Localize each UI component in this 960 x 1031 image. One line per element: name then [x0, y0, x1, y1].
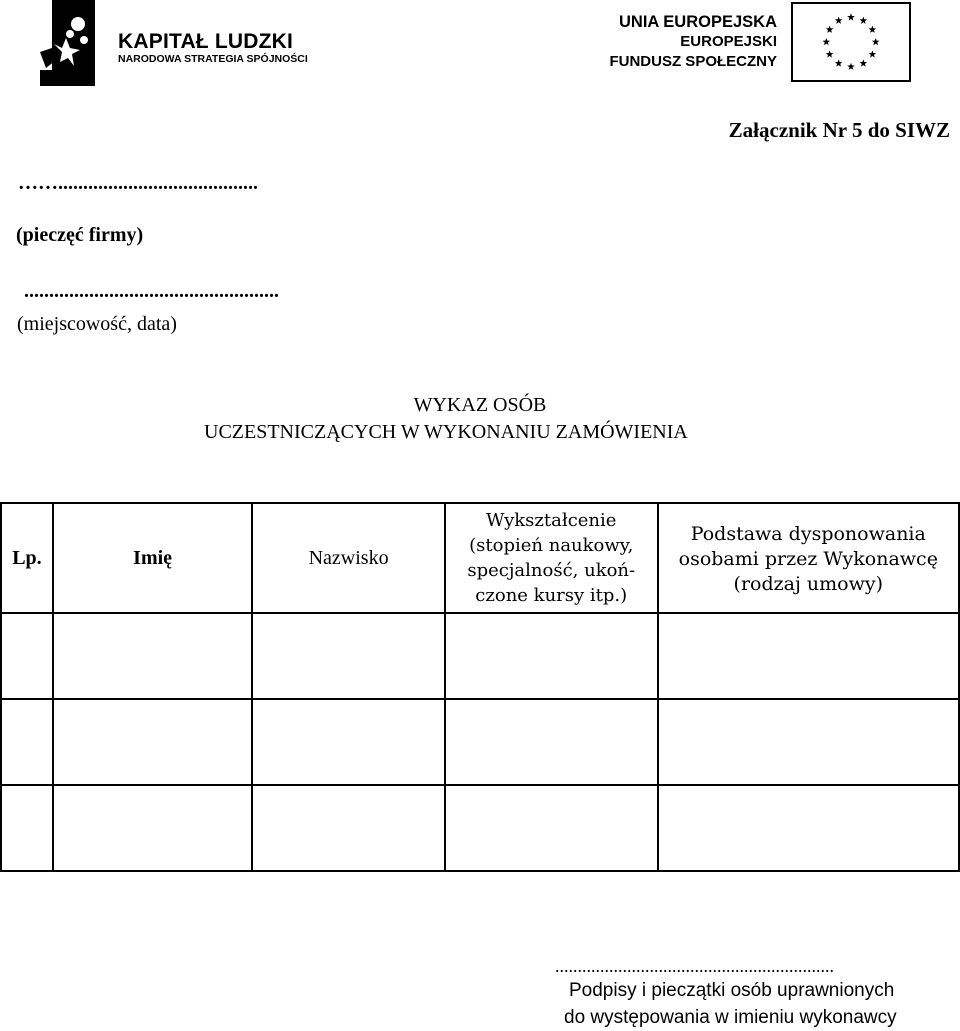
header-surname	[252, 503, 445, 613]
signature-label-line1: Podpisy i pieczątki osób uprawnionych	[569, 980, 895, 1001]
header-name	[53, 503, 252, 613]
header-lp-text: Lp.	[12, 546, 42, 569]
place-date-label: (miejscowość, data)	[17, 313, 177, 335]
eu-star-icon	[869, 50, 877, 57]
header-name-text: Imię	[133, 546, 173, 569]
table-cell[interactable]	[658, 699, 959, 785]
eu-star-icon	[860, 17, 868, 24]
eu-logo-text	[609, 12, 777, 72]
table-cell[interactable]	[658, 785, 959, 871]
document-subtitle: UCZESTNICZĄCYCH W WYKONANIU ZAMÓWIENIA	[204, 421, 688, 443]
table-row	[1, 785, 959, 871]
table-cell[interactable]	[445, 785, 658, 871]
table-cell[interactable]	[53, 785, 252, 871]
eu-star-icon	[860, 59, 868, 66]
annex-label: Załącznik Nr 5 do SIWZ	[728, 118, 950, 142]
company-stamp-label: (pieczęć firmy)	[16, 224, 144, 246]
table-row	[1, 613, 959, 699]
signature-label-line2: do występowania w imieniu wykonawcy	[564, 1007, 897, 1028]
table-cell[interactable]	[445, 699, 658, 785]
header-lp	[1, 503, 53, 613]
header-basis-line: (rodzaj umowy)	[733, 573, 884, 595]
table-cell[interactable]	[53, 699, 252, 785]
table-cell[interactable]	[445, 613, 658, 699]
header-basis-line: osobami przez Wykonawcę	[678, 548, 938, 570]
table-cell[interactable]	[1, 613, 53, 699]
eu-star-icon	[847, 13, 855, 20]
eu-star-icon	[835, 17, 843, 24]
table-cell[interactable]	[658, 613, 959, 699]
table-cell[interactable]	[252, 613, 445, 699]
table-cell[interactable]	[252, 699, 445, 785]
table-header-row	[1, 503, 959, 613]
eu-line2: EUROPEJSKI	[680, 33, 777, 50]
document-title: WYKAZ OSÓB	[413, 394, 547, 416]
kapital-ludzki-title: KAPITAŁ LUDZKI	[118, 30, 294, 53]
kapital-ludzki-emblem-icon	[40, 0, 100, 86]
eu-star-icon	[826, 50, 834, 57]
eu-line1: UNIA EUROPEJSKA	[619, 13, 777, 31]
eu-star-icon	[826, 26, 834, 33]
header-surname-text: Nazwisko	[308, 546, 389, 569]
company-stamp-dots: ……........................................	[18, 172, 258, 194]
header-education	[445, 503, 658, 613]
eu-star-icon	[869, 26, 877, 33]
header-education-line: (stopień naukowy,	[469, 535, 634, 556]
header-basis	[658, 503, 959, 613]
eu-flag-icon	[791, 2, 911, 82]
eu-star-icon	[835, 59, 843, 66]
table-row	[1, 699, 959, 785]
table-cell[interactable]	[53, 613, 252, 699]
eu-star-icon	[872, 38, 880, 45]
table-cell[interactable]	[252, 785, 445, 871]
header-basis-line: Podstawa dysponowania	[690, 523, 926, 545]
persons-table	[0, 502, 960, 872]
kapital-ludzki-subtitle: NARODOWA STRATEGIA SPÓJNOŚCI	[118, 53, 308, 65]
signature-dots: ..............................................................	[555, 956, 834, 976]
table-cell[interactable]	[1, 785, 53, 871]
header-education-line: specjalność, ukoń-	[467, 560, 636, 581]
table-cell[interactable]	[1, 699, 53, 785]
eu-star-icon	[847, 63, 855, 70]
header-education-line: czone kursy itp.)	[475, 585, 628, 606]
eu-star-icon	[823, 38, 831, 45]
eu-line3: FUNDUSZ SPOŁECZNY	[609, 53, 777, 70]
header-education-line: Wykształcenie	[486, 510, 617, 531]
place-date-dots: ...................................................	[24, 280, 279, 302]
